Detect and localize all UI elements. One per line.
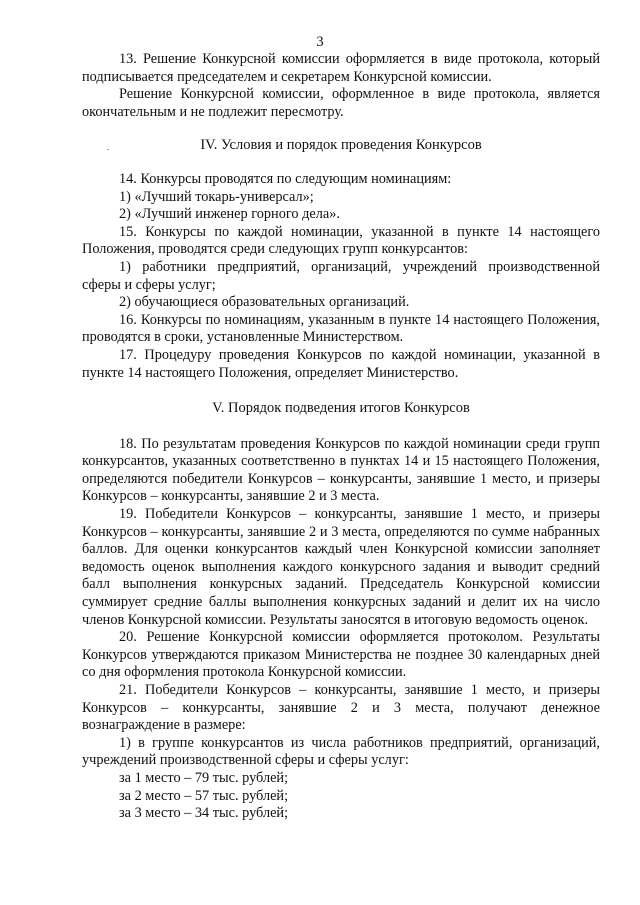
paragraph-21: 21. Победители Конкурсов – конкурсанты, занявшие 1 место, и призеры Конкурсов – конкурсанты, занявшие 2 и 3 места, получают денежное вознаграждение в размере: [82,682,600,734]
paragraph-16: 16. Конкурсы по номинациям, указанным в пункте 14 настоящего Положения, проводятся в сроки, установленные Министерством. [82,311,600,346]
section-heading-iv: IV. Условия и порядок проведения Конкурсов [200,137,482,154]
paragraph-13-continued: Решение Конкурсной комиссии, оформленное в виде протокола, является окончательным и не подлежит пересмотру. [82,86,600,120]
paragraph-17: 17. Процедуру проведения Конкурсов по каждой номинации, указанной в пункте 14 настоящего Положения, определяет Министерство. [82,346,600,381]
section-heading-v: V. Порядок подведения итогов Конкурсов [212,400,470,417]
page-number: 3 [316,34,324,50]
paragraph-15: 15. Конкурсы по каждой номинации, указанной в пункте 14 настоящего Положения, проводятся среди следующих групп конкурсантов: [82,223,600,258]
list-item-15-1: 1) работники предприятий, организаций, учреждений производственной сферы и сферы услуг; [82,258,600,293]
list-item-21-1: 1) в группе конкурсантов из числа работников предприятий, организаций, учреждений производственной сферы и сферы услуг: [82,734,600,769]
list-item-15-2: 2) обучающиеся образовательных организаций. [119,294,410,311]
prize-second-place: за 2 место – 57 тыс. рублей; [119,787,289,804]
list-item-14-2: 2) «Лучший инженер горного дела». [119,206,340,223]
paragraph-13: 13. Решение Конкурсной комиссии оформляется в виде протокола, который подписывается председателем и секретарем Конкурсной комиссии. [82,51,600,85]
paragraph-14: 14. Конкурсы проводятся по следующим номинациям: [119,170,452,187]
prize-third-place: за 3 место – 34 тыс. рублей; [119,805,289,822]
prize-first-place: за 1 место – 79 тыс. рублей; [119,769,289,786]
list-item-14-1: 1) «Лучший токарь-универсал»; [119,188,314,205]
paragraph-18: 18. По результатам проведения Конкурсов по каждой номинации среди групп конкурсантов, указанных соответственно в пунктах 14 и 15 настоящего Положения, определяются победители Конкурсов – конкурсанты, занявшие 1 место, и призеры Конкурсов – конкурсанты, занявшие 2 и 3 места. [82,435,600,505]
paragraph-20: 20. Решение Конкурсной комиссии оформляется протоколом. Результаты Конкурсов утверждаются приказом Министерства не позднее 30 календарных дней со дня оформления протокола Конкурсной комиссии. [82,629,600,681]
document-body [82,51,600,823]
paragraph-19: 19. Победители Конкурсов – конкурсанты, занявшие 1 место, и призеры Конкурсов – конкурсанты, занявшие 2 и 3 места, определяются по сумме набранных баллов. Для оценки конкурсантов каждый член Конкурсной комиссии заполняет ведомость оценок выполнения каждого конкурсного задания и выводит средний балл выполнения конкурсных заданий. Председатель Конкурсной комиссии суммирует средние баллы выполнения конкурсных заданий и делит их на число членов Конкурсной комиссии. Результаты заносятся в итоговую ведомость оценок. [82,506,600,628]
